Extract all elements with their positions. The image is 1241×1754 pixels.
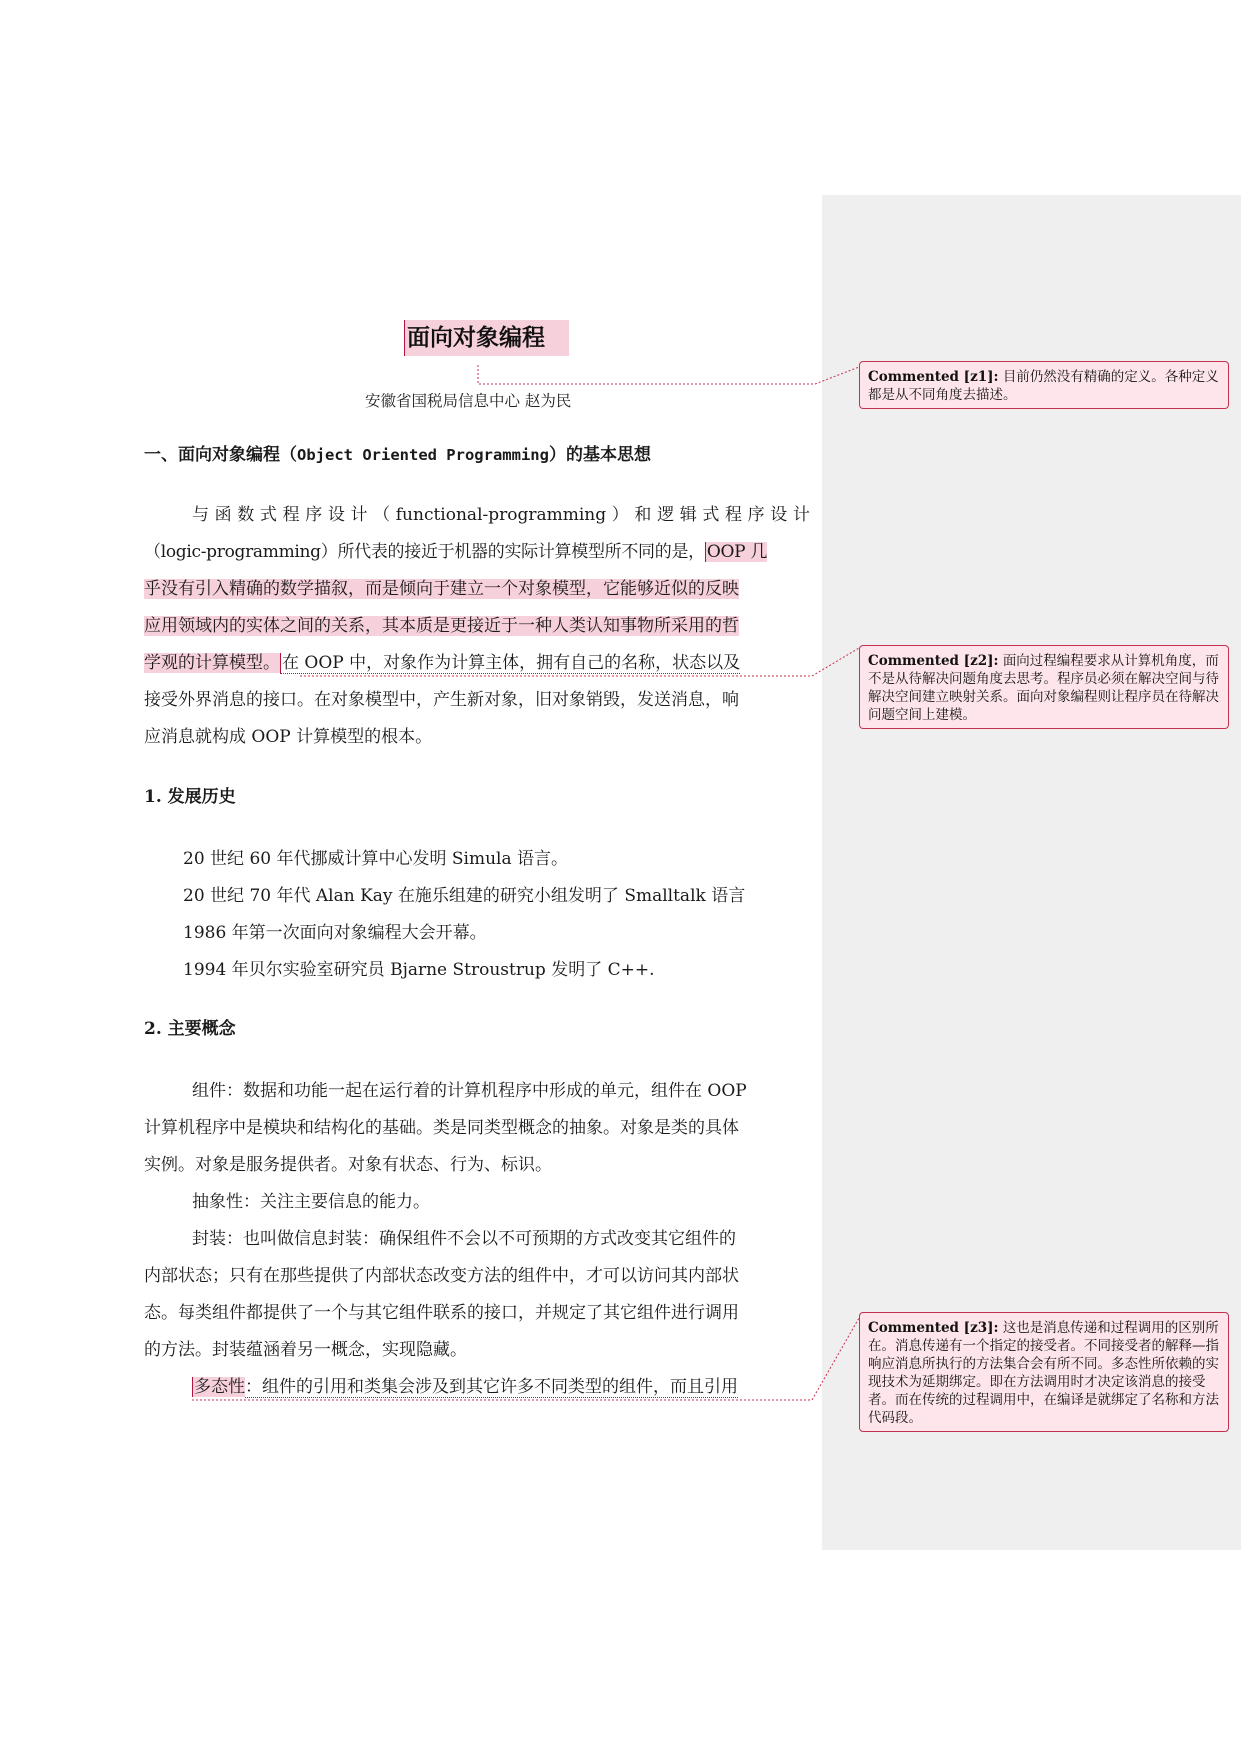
para1-word: 序 — [747, 505, 765, 525]
document-author: 安徽省国税局信息中心 赵为民 — [365, 392, 572, 410]
para1-word: 计 — [792, 505, 810, 525]
comment-text: 目前仍然没有精确的定义。各种定义都是从不同角度去描述。 — [868, 369, 1219, 403]
history-item: 1986 年第一次面向对象编程大会开幕。 — [183, 923, 487, 943]
para1-line7: 应消息就构成 OOP 计算模型的根本。 — [144, 727, 433, 747]
para1-word: 计 — [350, 505, 368, 525]
comment-anchor-z3[interactable]: 多态性 — [194, 1377, 245, 1397]
concept-line: 计算机程序中是模块和结构化的基础。类是同类型概念的抽象。对象是类的具体 — [144, 1118, 739, 1138]
para1-line2 — [144, 540, 810, 564]
para1-word: 和 — [634, 505, 652, 525]
para1-word: 程 — [724, 505, 742, 525]
para1-word: functional-programming — [395, 505, 607, 525]
para1-word: ） — [611, 505, 629, 525]
concept-line-text: ：组件的引用和类集会涉及到其它许多不同类型的组件，而且引用 — [245, 1377, 738, 1397]
heading-prefix: 一、面向对象编程（ — [144, 445, 297, 465]
highlighted-text: 应用领域内的实体之间的关系，其本质是更接近于一种人类认知事物所采用的哲 — [144, 616, 739, 636]
comment-label: Commented [z3]: — [868, 1320, 999, 1336]
document-title: 面向对象编程 — [404, 320, 569, 356]
comment-label: Commented [z1]: — [868, 369, 999, 385]
para1-line5 — [144, 651, 810, 675]
concept-line: 内部状态；只有在那些提供了内部状态改变方法的组件中，才可以访问其内部状 — [144, 1266, 739, 1286]
history-item: 20 世纪 60 年代挪威计算中心发明 Simula 语言。 — [183, 849, 569, 869]
comment-connector-1 — [478, 365, 859, 384]
section-heading-concepts: 2. 主要概念 — [144, 1019, 236, 1039]
para1-word: （ — [373, 505, 391, 525]
concept-line: 态。每类组件都提供了一个与其它组件联系的接口，并规定了其它组件进行调用 — [144, 1303, 739, 1323]
para1-word: 逻 — [657, 505, 675, 525]
para1-word: 式 — [259, 505, 277, 525]
concept-line-polymorphism — [192, 1375, 810, 1399]
comment-z2[interactable] — [859, 645, 1229, 729]
para1-line2-text: （logic-programming）所代表的接近于机器的实际计算模型所不同的是， — [144, 542, 705, 562]
para1-line3 — [144, 577, 810, 601]
comment-z1[interactable] — [859, 361, 1229, 409]
highlighted-text: 乎没有引入精确的数学描叙，而是倾向于建立一个对象模型，它能够近似的反映 — [144, 579, 739, 599]
para1-line4 — [144, 614, 810, 638]
comment-label: Commented [z2]: — [868, 653, 999, 669]
para1-word: 函 — [214, 505, 232, 525]
concept-line: 实例。对象是服务提供者。对象有状态、行为、标识。 — [144, 1155, 552, 1175]
heading-english: Object Oriented Programming — [297, 446, 549, 464]
para1-word: 设 — [770, 505, 788, 525]
comment-z3[interactable] — [859, 1312, 1229, 1432]
para1-word: 与 — [192, 505, 209, 525]
comment-text: 这也是消息传递和过程调用的区别所在。消息传递有一个指定的接受者。不同接受者的解释—指响应消息所执行的方法集合会有所不同。多态性所依赖的实现技术为延期绑定。即在方法调用时才决定该消息的接受者。而在传统的过程调用中，在编译是就绑定了名称和方法代码段。 — [868, 1320, 1219, 1426]
para1-word: 数 — [237, 505, 255, 525]
highlighted-text: 学观的计算模型。 — [144, 653, 280, 673]
concept-line: 组件：数据和功能一起在运行着的计算机程序中形成的单元，组件在 OOP — [192, 1081, 747, 1101]
concept-line: 抽象性：关注主要信息的能力。 — [192, 1192, 430, 1212]
para1-word: 辑 — [679, 505, 697, 525]
history-item: 20 世纪 70 年代 Alan Kay 在施乐组建的研究小组发明了 Smalltalk 语言 — [183, 886, 746, 906]
para1-line1 — [192, 503, 810, 527]
concept-line: 封装：也叫做信息封装：确保组件不会以不可预期的方式改变其它组件的 — [192, 1229, 736, 1249]
history-item: 1994 年贝尔实验室研究员 Bjarne Stroustrup 发明了 C++. — [183, 960, 655, 980]
heading-suffix: ）的基本思想 — [548, 445, 651, 465]
para1-word: 设 — [327, 505, 345, 525]
para1-line5-text: 在 OOP 中，对象作为计算主体，拥有自己的名称，状态以及 — [282, 653, 741, 673]
section-heading-history: 1. 发展历史 — [144, 787, 236, 807]
comment-text: 面向过程编程要求从计算机角度，而不是从待解决问题角度去思考。程序员必须在解决空间与待解决空间建立映射关系。面向对象编程则让程序员在待解决问题空间上建模。 — [868, 653, 1219, 723]
comment-anchor-z2-start[interactable]: OOP 几 — [706, 542, 768, 562]
concept-line: 的方法。封装蕴涵着另一概念，实现隐藏。 — [144, 1340, 467, 1360]
para1-word: 程 — [282, 505, 300, 525]
para1-line6: 接受外界消息的接口。在对象模型中，产生新对象，旧对象销毁，发送消息，响 — [144, 690, 739, 710]
para1-word: 式 — [702, 505, 720, 525]
section-heading-main — [144, 443, 651, 467]
para1-word: 序 — [305, 505, 323, 525]
